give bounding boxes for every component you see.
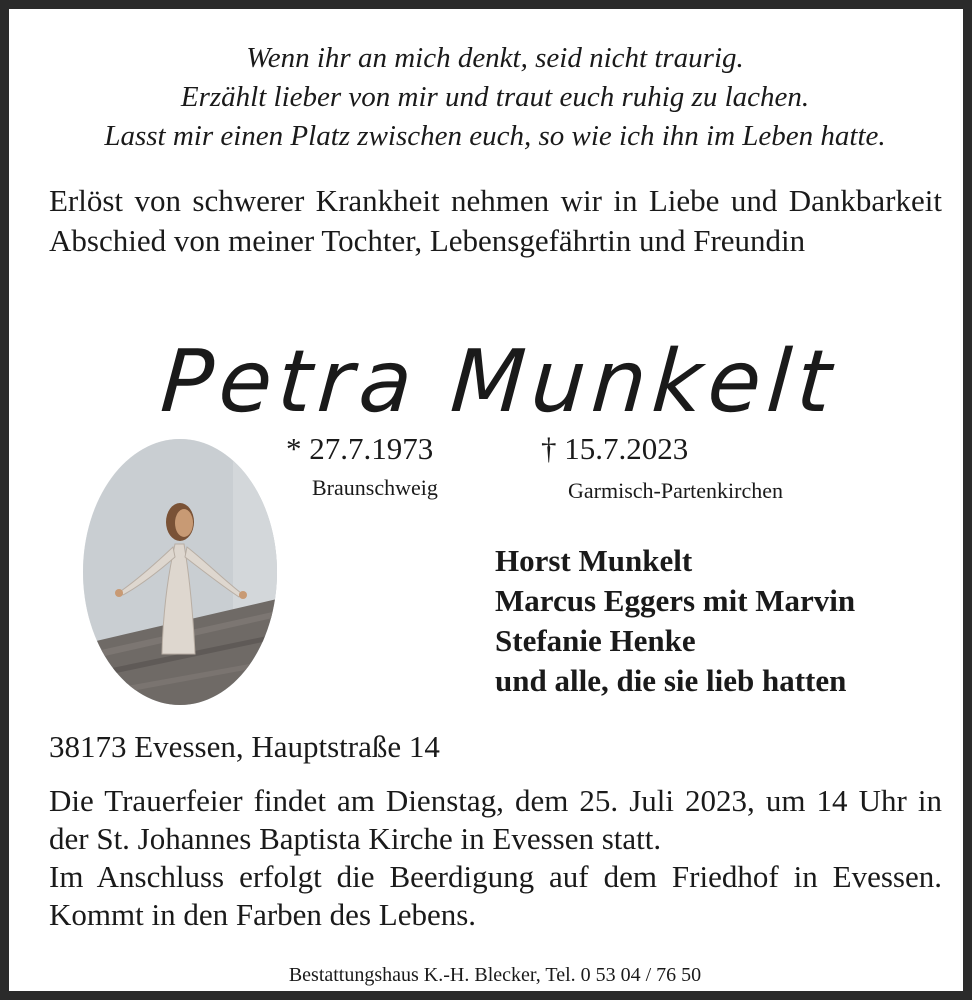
ceremony-paragraph: Die Trauerfeier findet am Dienstag, dem 25. Juli 2023, um 14 Uhr in der St. Johannes Baptista Kirche in Evessen statt. xyxy=(49,783,942,856)
address: 38173 Evessen, Hauptstraße 14 xyxy=(49,729,440,764)
poem-line: Erzählt lieber von mir und traut euch ruhig zu lachen. xyxy=(180,81,810,113)
poem-line: Lasst mir einen Platz zwischen euch, so wie ich ihn im Leben hatte. xyxy=(104,120,886,152)
intro-text: Erlöst von schwerer Krankheit nehmen wir in Liebe und Dankbarkeit Abschied von meiner Tochter, Lebensgefährtin und Freundin xyxy=(49,183,942,258)
angel-figurine-image xyxy=(83,439,277,705)
mourner-name: und alle, die sie lieb hatten xyxy=(495,663,847,698)
mourner-name: Marcus Eggers mit Marvin xyxy=(495,583,856,618)
ceremony-info xyxy=(49,782,942,934)
death-place: Garmisch-Partenkirchen xyxy=(568,478,784,503)
deceased-name: Petra Munkelt xyxy=(157,332,841,432)
mourner-name: Stefanie Henke xyxy=(495,623,696,658)
funeral-home-footer: Bestattungshaus K.-H. Blecker, Tel. 0 53 04 / 76 50 xyxy=(288,964,702,986)
birth-place: Braunschweig xyxy=(312,475,438,500)
mourners-list xyxy=(495,541,855,701)
mourner-name: Horst Munkelt xyxy=(495,543,693,578)
angel-figurine-photo xyxy=(83,439,277,705)
burial-paragraph: Im Anschluss erfolgt die Beerdigung auf dem Friedhof in Evessen. Kommt in den Farben des Lebens. xyxy=(49,859,942,932)
poem-line: Wenn ihr an mich denkt, seid nicht traurig. xyxy=(246,42,744,74)
poem xyxy=(29,39,961,156)
birth-date: * 27.7.1973 xyxy=(286,431,434,466)
death-date: † 15.7.2023 xyxy=(541,431,689,466)
